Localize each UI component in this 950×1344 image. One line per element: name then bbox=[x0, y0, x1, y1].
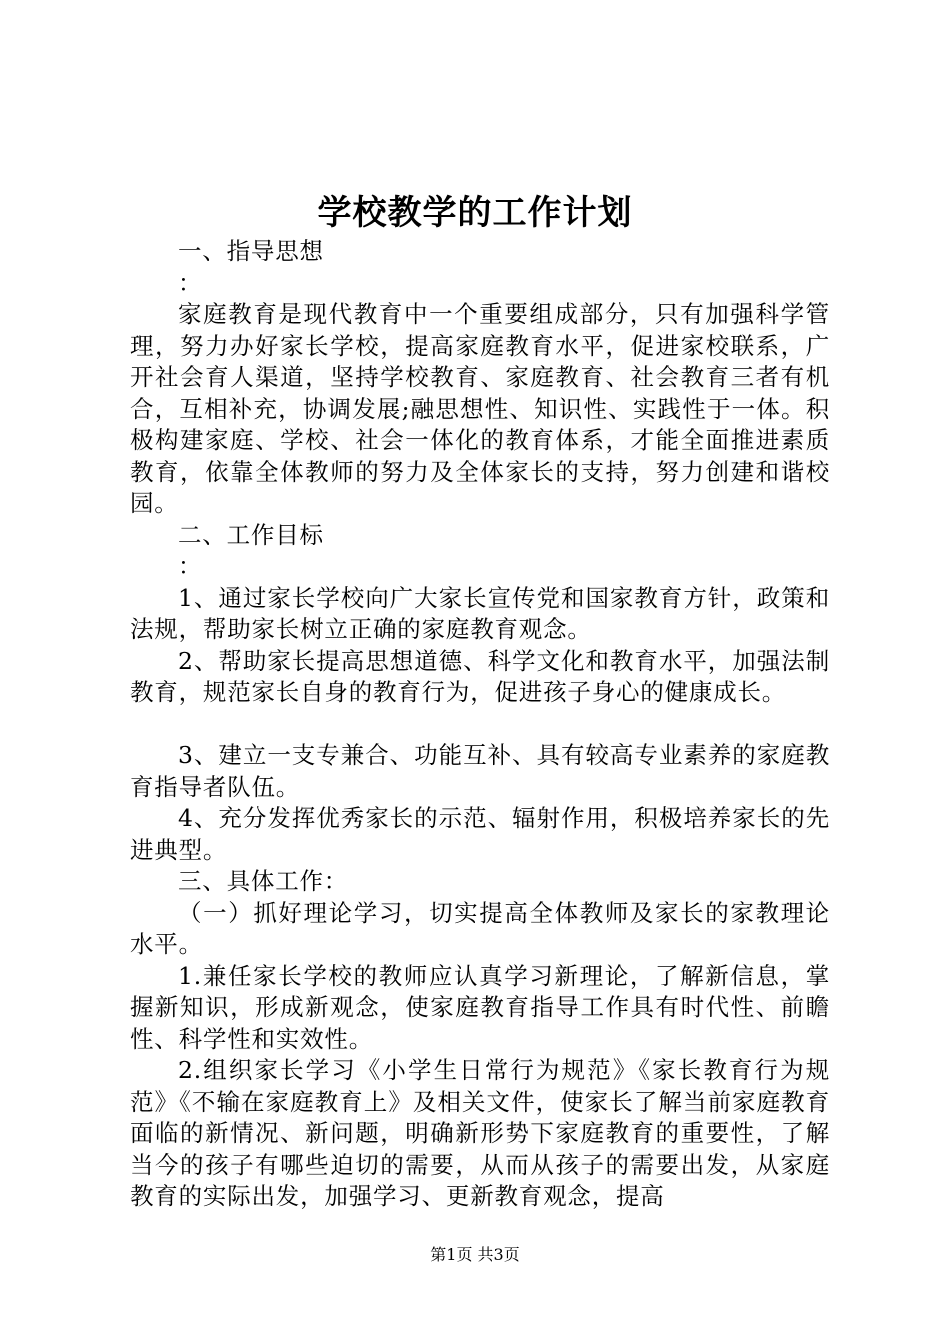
subsection-heading-theory-study: （一）抓好理论学习，切实提高全体教师及家长的家教理论水平。 bbox=[130, 898, 830, 958]
section-heading-work-goals: 二、工作目标 bbox=[178, 520, 324, 549]
section-heading-guiding-thought: 一、指导思想 bbox=[178, 237, 324, 265]
goal-item-3: 3、建立一支专兼合、功能互补、具有较高专业素养的家庭教育指导者队伍。 bbox=[130, 741, 830, 801]
goal-item-4: 4、充分发挥优秀家长的示范、辐射作用，积极培养家长的先进典型。 bbox=[130, 804, 830, 864]
work-item-1: 1.兼任家长学校的教师应认真学习新理论，了解新信息，掌握新知识，形成新观念，使家庭教育指导工作具有时代性、前瞻性、科学性和实效性。 bbox=[130, 961, 830, 1053]
work-item-2: 2.组织家长学习《小学生日常行为规范》《家长教育行为规范》《不输在家庭教育上》及相关文件，使家长了解当前家庭教育面临的新情况、新问题，明确新形势下家庭教育的重要性，了解当今的孩子有哪些迫切的需要，从而从孩子的需要出发，从家庭教育的实际出发，加强学习、更新教育观念，提高 bbox=[130, 1056, 830, 1210]
colon-line: ： bbox=[178, 268, 203, 297]
page-footer: 第1页 共3页 bbox=[430, 1245, 520, 1264]
paragraph-guiding-thought: 家庭教育是现代教育中一个重要组成部分，只有加强科学管理，努力办好家长学校，提高家庭教育水平，促进家校联系，广开社会育人渠道，坚持学校教育、家庭教育、社会教育三者有机合，互相补充，协调发展;融思想性、知识性、实践性于一体。积极构建家庭、学校、社会一体化的教育体系，才能全面推进素质教育，依靠全体教师的努力及全体家长的支持，努力创建和谐校园。 bbox=[130, 300, 830, 517]
goal-item-1: 1、通过家长学校向广大家长宣传党和国家教育方针，政策和法规，帮助家长树立正确的家庭教育观念。 bbox=[130, 583, 830, 643]
blank-line bbox=[130, 709, 830, 741]
document-body bbox=[130, 236, 830, 1213]
goal-item-2: 2、帮助家长提高思想道德、科学文化和教育水平，加强法制教育，规范家长自身的教育行为，促进孩子身心的健康成长。 bbox=[130, 646, 830, 706]
colon-line: ： bbox=[178, 552, 203, 580]
section-heading-specific-work: 三、具体工作： bbox=[178, 867, 349, 895]
document-title: 学校教学的工作计划 bbox=[317, 193, 633, 233]
